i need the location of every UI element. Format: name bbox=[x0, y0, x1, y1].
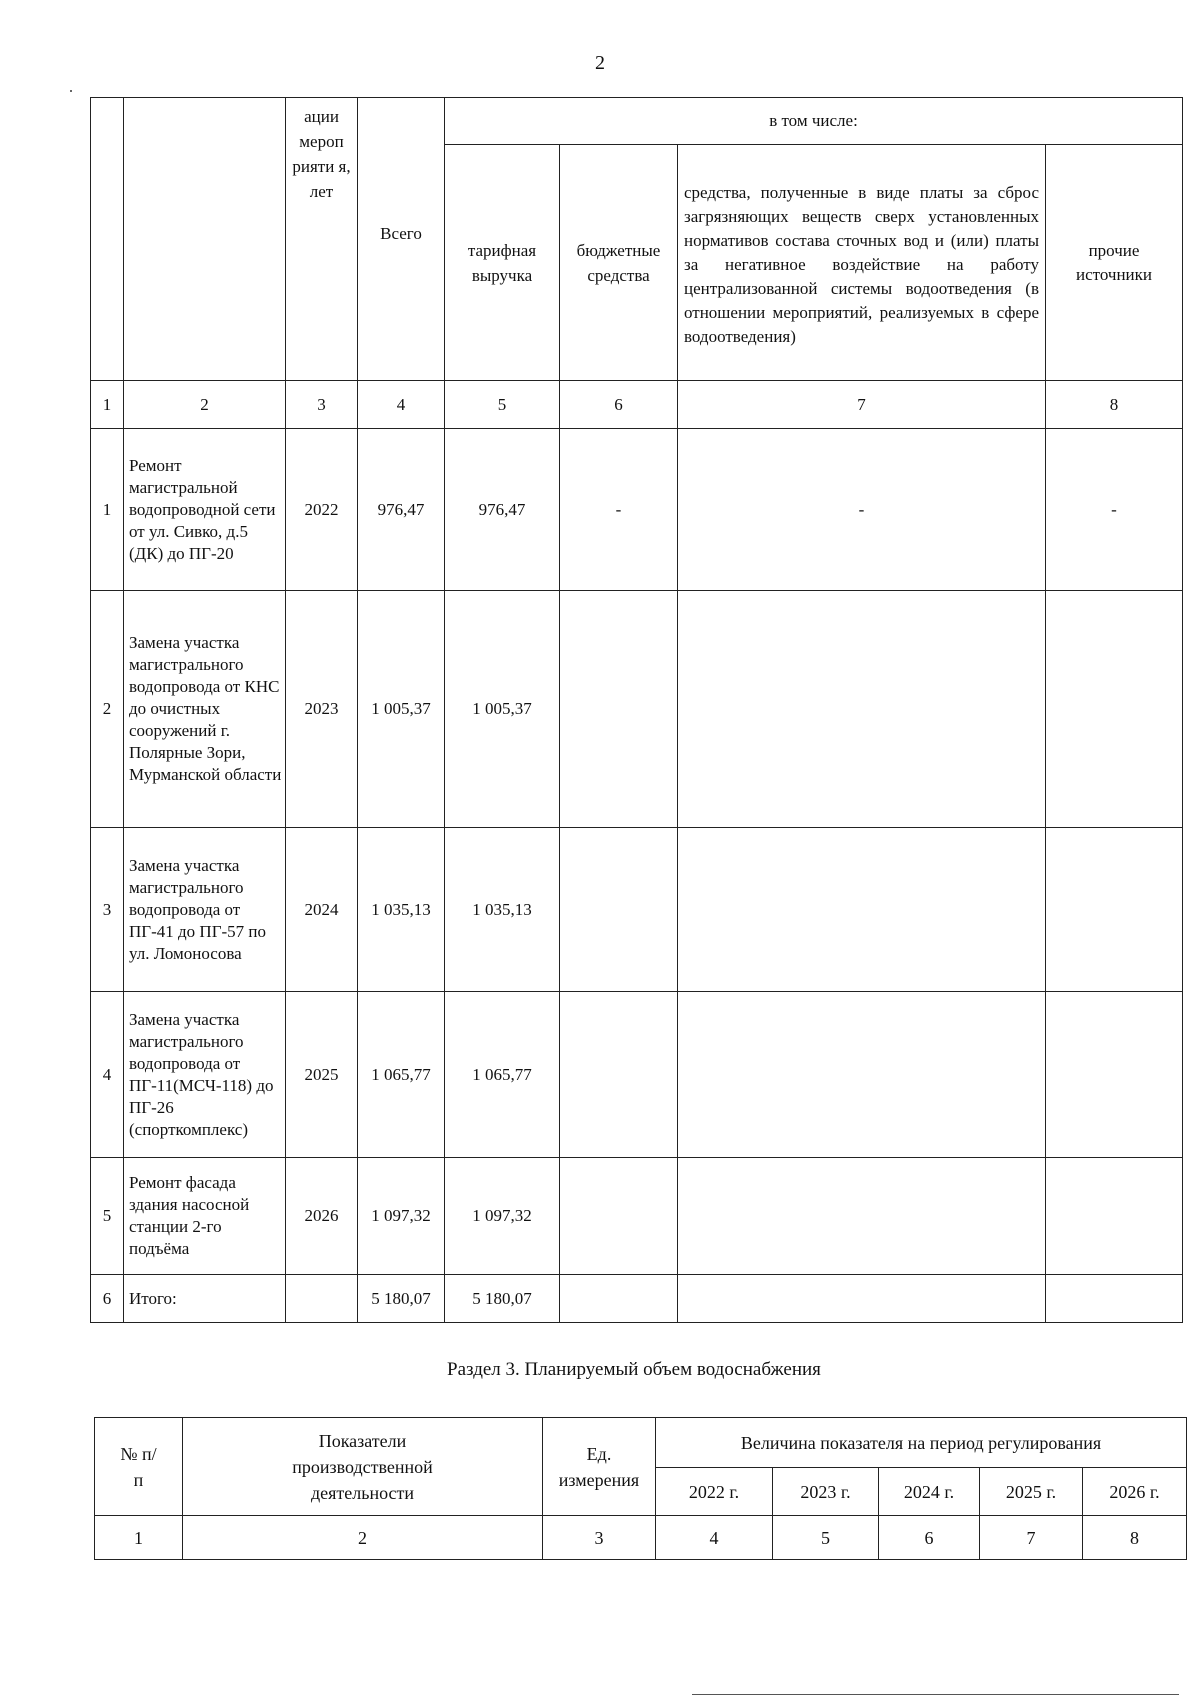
row-total: 1 005,37 bbox=[358, 591, 445, 828]
row-number: 1 bbox=[91, 429, 124, 591]
header-year: 2022 г. bbox=[656, 1468, 773, 1516]
footer-divider bbox=[692, 1694, 1179, 1695]
header-cell-empty-1 bbox=[91, 98, 124, 381]
row-other: - bbox=[1046, 429, 1183, 591]
row-total: 1 035,13 bbox=[358, 828, 445, 992]
row-name: Ремонт магистральной водопроводной сети от ул. Сивко, д.5 (ДК) до ПГ-20 bbox=[124, 429, 286, 591]
row-budget: - bbox=[560, 429, 678, 591]
table-row bbox=[91, 591, 1183, 828]
row-fees bbox=[678, 591, 1046, 828]
col-number: 1 bbox=[91, 381, 124, 429]
row-fees bbox=[678, 992, 1046, 1158]
row-budget bbox=[560, 1158, 678, 1275]
row-tariff: 1 035,13 bbox=[445, 828, 560, 992]
row-name: Замена участка магистрального водопровода от ПГ-11(МСЧ-118) до ПГ-26 (спорткомплекс) bbox=[124, 992, 286, 1158]
col-number: 2 bbox=[183, 1516, 543, 1560]
header-year: 2025 г. bbox=[980, 1468, 1083, 1516]
col-number: 6 bbox=[879, 1516, 980, 1560]
row-name: Итого: bbox=[124, 1275, 286, 1323]
header-cell-empty-2 bbox=[124, 98, 286, 381]
header-year: 2026 г. bbox=[1083, 1468, 1187, 1516]
row-tariff: 1 097,32 bbox=[445, 1158, 560, 1275]
row-other bbox=[1046, 828, 1183, 992]
column-numbers-row bbox=[95, 1516, 1187, 1560]
row-tariff: 976,47 bbox=[445, 429, 560, 591]
header-duration: ации мероп рияти я, лет bbox=[286, 98, 358, 381]
row-tariff: 1 005,37 bbox=[445, 591, 560, 828]
row-budget bbox=[560, 992, 678, 1158]
page-number: 2 bbox=[595, 52, 605, 74]
col-number: 4 bbox=[656, 1516, 773, 1560]
col-number: 1 bbox=[95, 1516, 183, 1560]
scan-mark bbox=[70, 90, 72, 92]
header-indicators: Показатели производственной деятельности bbox=[183, 1418, 543, 1516]
row-name: Замена участка магистрального водопровода от ПГ-41 до ПГ-57 по ул. Ломоносова bbox=[124, 828, 286, 992]
row-year: 2026 bbox=[286, 1158, 358, 1275]
row-budget bbox=[560, 591, 678, 828]
header-year: 2024 г. bbox=[879, 1468, 980, 1516]
header-other: прочие источники bbox=[1046, 145, 1183, 381]
row-tariff: 5 180,07 bbox=[445, 1275, 560, 1323]
column-numbers-row bbox=[91, 381, 1183, 429]
row-year: 2023 bbox=[286, 591, 358, 828]
row-number: 5 bbox=[91, 1158, 124, 1275]
row-number: 6 bbox=[91, 1275, 124, 1323]
header-fees: средства, полученные в виде платы за сброс загрязняющих веществ сверх установленных нормативов состава сточных вод и (или) платы за негативное воздействие на работу централизованной системы водоотведения (в отношении мероприятий, реализуемых в сфере водоотведения) bbox=[678, 145, 1046, 381]
col-number: 7 bbox=[678, 381, 1046, 429]
header-period: Величина показателя на период регулирования bbox=[656, 1418, 1187, 1468]
header-including: в том числе: bbox=[445, 98, 1183, 145]
row-year: 2024 bbox=[286, 828, 358, 992]
row-year bbox=[286, 1275, 358, 1323]
row-fees: - bbox=[678, 429, 1046, 591]
row-number: 2 bbox=[91, 591, 124, 828]
col-number: 5 bbox=[773, 1516, 879, 1560]
table-row bbox=[91, 992, 1183, 1158]
col-number: 2 bbox=[124, 381, 286, 429]
col-number: 4 bbox=[358, 381, 445, 429]
row-year: 2022 bbox=[286, 429, 358, 591]
col-number: 3 bbox=[543, 1516, 656, 1560]
water-supply-table bbox=[94, 1417, 1187, 1560]
header-unit: Ед. измерения bbox=[543, 1418, 656, 1516]
row-total: 1 065,77 bbox=[358, 992, 445, 1158]
row-tariff: 1 065,77 bbox=[445, 992, 560, 1158]
row-other bbox=[1046, 591, 1183, 828]
header-num: № п/п bbox=[95, 1418, 183, 1516]
col-number: 5 bbox=[445, 381, 560, 429]
col-number: 6 bbox=[560, 381, 678, 429]
table-row bbox=[91, 828, 1183, 992]
row-name: Замена участка магистрального водопровода от КНС до очистных сооружений г. Полярные Зори, Мурманской области bbox=[124, 591, 286, 828]
col-number: 8 bbox=[1046, 381, 1183, 429]
col-number: 7 bbox=[980, 1516, 1083, 1560]
header-tariff: тарифная выручка bbox=[445, 145, 560, 381]
row-number: 3 bbox=[91, 828, 124, 992]
total-row bbox=[91, 1275, 1183, 1323]
header-total: Всего bbox=[358, 98, 445, 381]
section-title: Раздел 3. Планируемый объем водоснабжения bbox=[447, 1359, 821, 1380]
header-year: 2023 г. bbox=[773, 1468, 879, 1516]
header-row-1 bbox=[95, 1418, 1187, 1468]
col-number: 8 bbox=[1083, 1516, 1187, 1560]
row-budget bbox=[560, 828, 678, 992]
row-number: 4 bbox=[91, 992, 124, 1158]
row-budget bbox=[560, 1275, 678, 1323]
row-total: 5 180,07 bbox=[358, 1275, 445, 1323]
investment-table bbox=[90, 97, 1183, 1323]
row-other bbox=[1046, 1158, 1183, 1275]
row-fees bbox=[678, 828, 1046, 992]
row-total: 976,47 bbox=[358, 429, 445, 591]
header-row-1 bbox=[91, 98, 1183, 145]
row-other bbox=[1046, 992, 1183, 1158]
row-year: 2025 bbox=[286, 992, 358, 1158]
row-fees bbox=[678, 1275, 1046, 1323]
table-row bbox=[91, 429, 1183, 591]
col-number: 3 bbox=[286, 381, 358, 429]
row-other bbox=[1046, 1275, 1183, 1323]
row-name: Ремонт фасада здания насосной станции 2-го подъёма bbox=[124, 1158, 286, 1275]
table-row bbox=[91, 1158, 1183, 1275]
row-fees bbox=[678, 1158, 1046, 1275]
row-total: 1 097,32 bbox=[358, 1158, 445, 1275]
header-budget: бюджетные средства bbox=[560, 145, 678, 381]
